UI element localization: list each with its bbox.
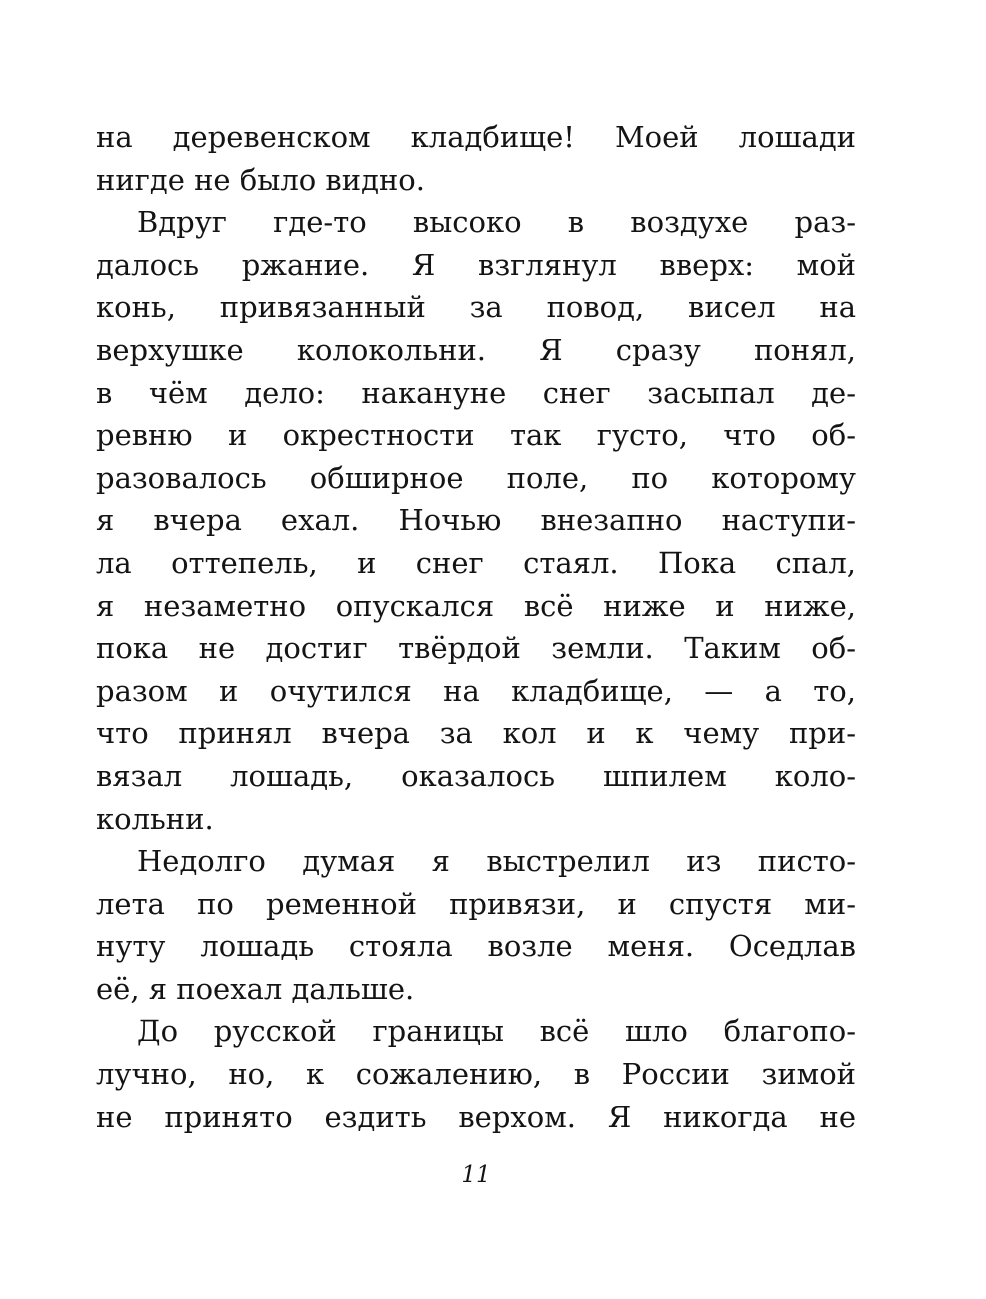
- text-line: я незаметно опускался всё ниже и ниже,: [96, 588, 856, 623]
- text-line: ла оттепель, и снег стаял. Пока спал,: [96, 545, 856, 580]
- paragraph-3: [96, 840, 856, 1010]
- text-line: разом и очутился на кладбище, — а то,: [96, 673, 856, 708]
- text-line: вязал лошадь, оказалось шпилем коло-: [96, 758, 856, 793]
- text-line: нигде не было видно.: [96, 162, 425, 197]
- page-number: 11: [461, 1162, 491, 1188]
- text-line: пока не достиг твёрдой земли. Таким об-: [96, 631, 856, 666]
- text-line: конь, привязанный за повод, висел на: [96, 290, 856, 325]
- text-line: на деревенском кладбище! Моей лошади: [96, 120, 856, 154]
- paragraph-2: [96, 201, 856, 840]
- paragraph-1: [96, 116, 856, 201]
- text-line: не принято ездить верхом. Я никогда не: [96, 1099, 856, 1134]
- text-line: лета по ременной привязи, и спустя ми-: [96, 886, 856, 921]
- text-line: кольни.: [96, 801, 214, 836]
- text-line: нуту лошадь стояла возле меня. Оседлав: [96, 929, 856, 964]
- text-line: разовалось обширное поле, по которому: [96, 460, 856, 495]
- text-line: ревню и окрестности так густо, что об-: [96, 418, 856, 453]
- paragraph-4: [96, 1010, 856, 1138]
- text-line: верхушке колокольни. Я сразу понял,: [96, 332, 856, 367]
- text-line: я вчера ехал. Ночью внезапно наступи-: [96, 503, 856, 538]
- text-line: лучно, но, к сожалению, в России зимой: [96, 1057, 856, 1092]
- text-line: До русской границы всё шло благопо-: [137, 1014, 856, 1049]
- text-line: далось ржание. Я взглянул вверх: мой: [96, 247, 856, 282]
- text-line: что принял вчера за кол и к чему при-: [96, 716, 856, 751]
- text-line: Недолго думая я выстрелил из писто-: [137, 844, 856, 879]
- text-line: в чём дело: накануне снег засыпал де-: [96, 375, 856, 410]
- text-line: Вдруг где-то высоко в воздухе раз-: [137, 205, 856, 240]
- body-text: [96, 116, 856, 1138]
- text-line: её, я поехал дальше.: [96, 971, 415, 1006]
